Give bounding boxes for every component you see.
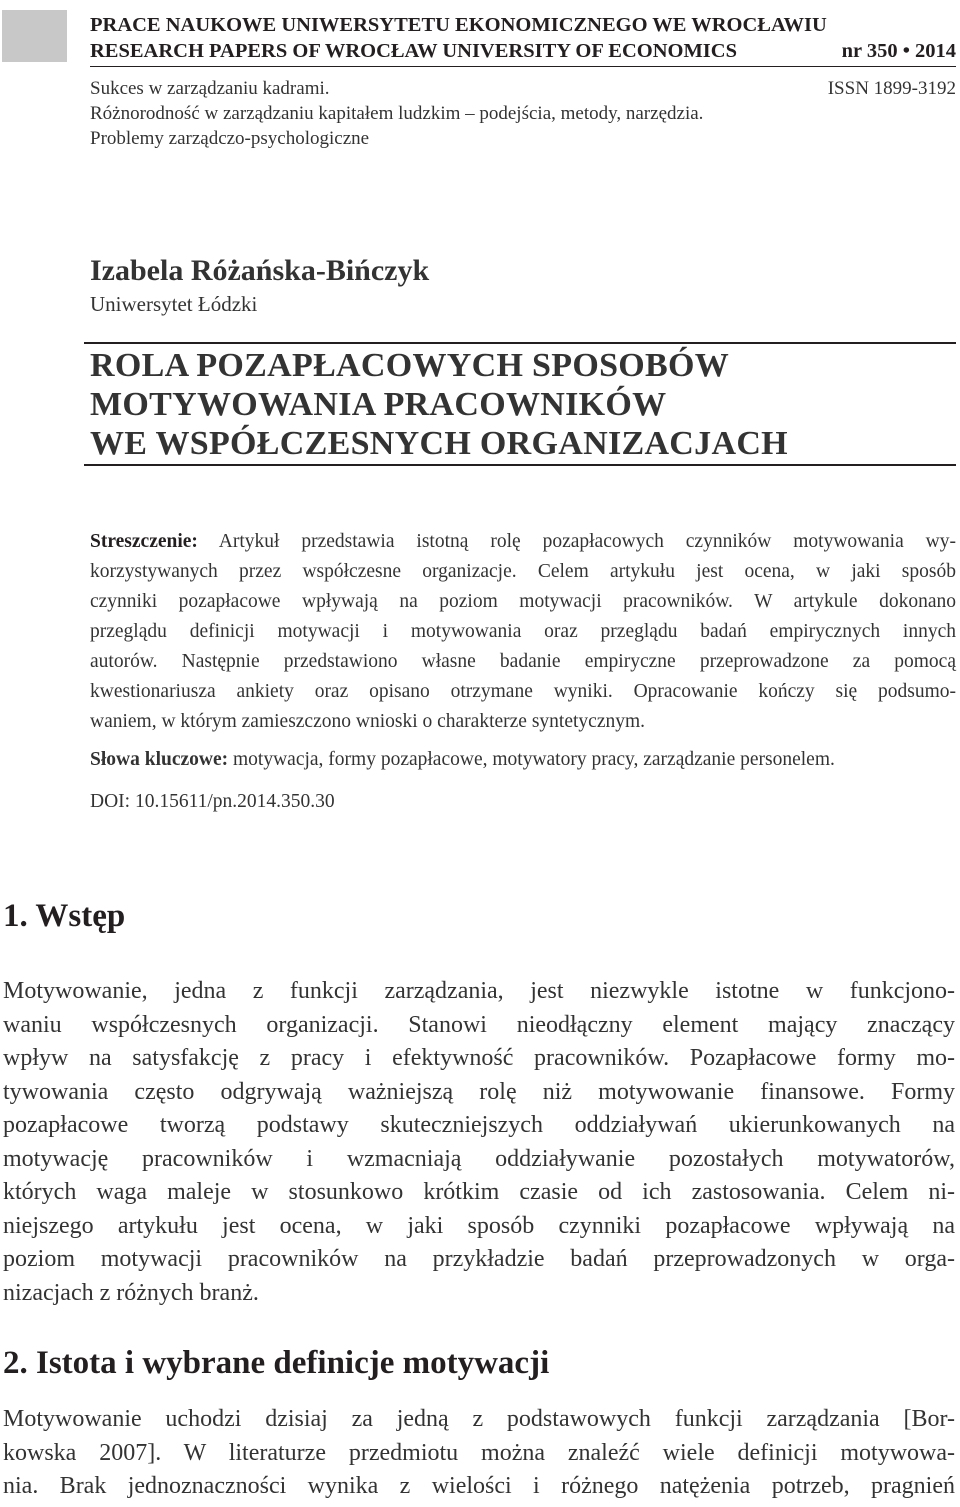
section-1-paragraph xyxy=(3,975,955,1310)
doi: DOI: 10.15611/pn.2014.350.30 xyxy=(90,791,335,812)
paragraph-line: kowska 2007]. W literaturze przedmiotu można znaleźć wiele definicji motywowa- xyxy=(3,1439,955,1466)
title-line-3: WE WSPÓŁCZESNYCH ORGANIZACJACH xyxy=(90,425,788,462)
abstract-line: autorów. Następnie przedstawiono własne badanie empiryczne przeprowadzone za pomocą xyxy=(90,651,956,672)
keywords-label: Słowa kluczowe: xyxy=(90,749,229,770)
paragraph-line: nizacjach z różnych branż. xyxy=(3,1279,259,1306)
paragraph-line: Motywowanie, jedna z funkcji zarządzania, jest niezwykle istotne w funkcjono- xyxy=(3,978,955,1004)
paragraph-line: niejszego artykułu jest ocena, w jaki sposób czynniki pozapłacowe wpływają na xyxy=(3,1212,955,1239)
abstract-line: kwestionariusza ankiety oraz opisano otrzymane wyniki. Opracowanie kończy się podsumo- xyxy=(90,681,956,702)
series-line-2: Różnorodność w zarządzaniu kapitałem ludzkim – podejścia, metody, narzędzia. xyxy=(90,103,704,124)
journal-title-pl: PRACE NAUKOWE UNIWERSYTETU EKONOMICZNEGO WE WROCŁAWIU xyxy=(90,14,827,36)
abstract xyxy=(90,527,956,737)
title-rule-bottom xyxy=(84,464,956,466)
author-name: Izabela Różańska-Bińczyk xyxy=(90,254,430,287)
abstract-line: czynniki pozapłacowe wpływają na poziom motywacji pracowników. W artykule dokonano xyxy=(90,591,956,612)
series-line-3: Problemy zarządczo-psychologiczne xyxy=(90,128,370,149)
journal-title-en: RESEARCH PAPERS OF WROCŁAW UNIVERSITY OF ECONOMICS xyxy=(90,40,737,62)
paragraph-line: waniu współczesnych organizacji. Stanowi nieodłączny element mający znaczący xyxy=(3,1011,955,1038)
abstract-line: Streszczenie: Artykuł przedstawia istotną rolę pozapłacowych czynników motywowania wy- xyxy=(90,531,956,552)
author-affiliation: Uniwersytet Łódzki xyxy=(90,292,258,316)
journal-issue: nr 350 • 2014 xyxy=(841,40,956,62)
title-rule-top xyxy=(84,342,956,344)
paragraph-line: poziom motywacji pracowników na przykładzie badań przeprowadzonych w orga- xyxy=(3,1246,955,1272)
title-line-2: MOTYWOWANIA PRACOWNIKÓW xyxy=(90,386,667,423)
keywords-text: motywacja, formy pozapłacowe, motywatory pracy, zarządzanie personelem. xyxy=(233,749,835,770)
paragraph-line: tywowania często odgrywają ważniejszą rolę niż motywowanie finansowe. Formy xyxy=(3,1078,955,1105)
header-rule xyxy=(90,66,956,67)
abstract-line: korzystywanych przez współczesne organizacje. Celem artykułu jest ocena, w jaki sposób xyxy=(90,561,956,582)
series-info xyxy=(90,76,956,151)
abstract-line: przeglądu definicji motywacji i motywowania oraz przeglądu badań empirycznych innych xyxy=(90,621,956,642)
journal-header xyxy=(90,12,956,64)
section-2-heading: 2. Istota i wybrane definicje motywacji xyxy=(3,1345,550,1381)
abstract-line: waniem, w którym zamieszczono wnioski o charakterze syntetycznym. xyxy=(90,711,646,732)
paragraph-line: nia. Brak jednoznaczności wynika z wielości i różnego natężenia potrzeb, pragnień xyxy=(3,1473,955,1499)
section-1-heading: 1. Wstęp xyxy=(3,898,126,934)
keywords xyxy=(90,745,956,775)
abstract-label: Streszczenie: xyxy=(90,531,198,552)
header-gray-block xyxy=(2,10,67,62)
section-2-paragraph xyxy=(3,1403,955,1504)
paragraph-line: których waga maleje w stosunkowo krótkim czasie od ich zastosowania. Celem ni- xyxy=(3,1179,955,1205)
paragraph-line: motywację pracowników i wzmacniają oddziaływanie pozostałych motywatorów, xyxy=(3,1145,955,1172)
title-line-1: ROLA POZAPŁACOWYCH SPOSOBÓW xyxy=(90,347,730,384)
issn: ISSN 1899-3192 xyxy=(827,78,956,99)
paragraph-line: pozapłacowe tworzą podstawy skuteczniejszych oddziaływań ukierunkowanych na xyxy=(3,1112,955,1138)
paragraph-line: wpływ na satysfakcję z pracy i efektywność pracowników. Pozapłacowe formy mo- xyxy=(3,1045,955,1071)
series-line-1: Sukces w zarządzaniu kadrami. xyxy=(90,78,330,99)
article-title xyxy=(90,346,956,463)
paragraph-line: Motywowanie uchodzi dzisiaj za jedną z podstawowych funkcji zarządzania [Bor- xyxy=(3,1406,955,1432)
